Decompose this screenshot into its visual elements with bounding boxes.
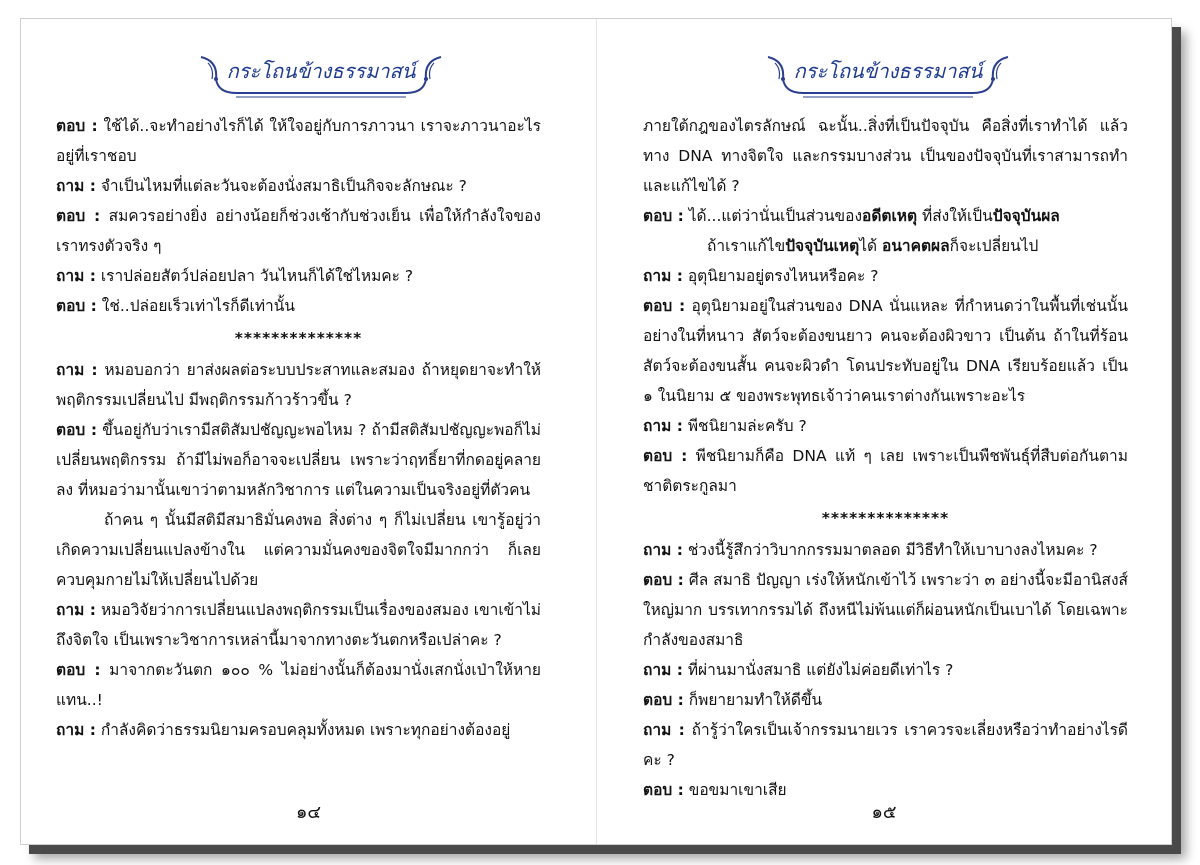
paragraph (643, 231, 1128, 261)
paragraph-text: ก็พยายามทำให้ดีขึ้น (688, 691, 823, 709)
right-header (763, 49, 1013, 101)
speaker-label: ถาม : (643, 417, 683, 435)
speaker-label: ถาม : (643, 267, 683, 285)
right-text (643, 111, 1128, 805)
paragraph-text: ถ้าเราแก้ไข (707, 237, 786, 255)
page-number: ๑๕ (871, 802, 897, 823)
speaker-label: ตอบ : (643, 571, 684, 589)
paragraph (643, 201, 1128, 231)
speaker-label: ถาม : (643, 541, 683, 559)
paragraph (56, 291, 541, 321)
paragraph-text: อุตุนิยามอยู่ในส่วนของ DNA นั่นแหละ ที่กำหนดว่าในพื้นที่เช่นนั้นอย่างในที่หนาว สัตว์จะต้องขนยาว คนจะต้องผิวขาว เป็นต้น ถ้าในที่ร้อนสัตว์จะต้องขนสั้น คนจะผิวดำ โดนประทับอยู่ใน DNA เรียบร้อยแล้ว เป็น ๑ ในนิยาม ๕ ของพระพุทธเจ้าว่าคนเราต่างกันเพราะอะไร (643, 297, 1128, 405)
paragraph-text: ภายใต้กฎของไตรลักษณ์ ฉะนั้น..สิ่งที่เป็นปัจจุบัน คือสิ่งที่เราทำได้ แล้วทาง DNA ทางจิตใจ และกรรมบางส่วน เป็นของปัจจุบันที่เราสามารถทำและแก้ไขได้ ? (643, 117, 1128, 195)
paragraph (56, 261, 541, 291)
paragraph (56, 355, 541, 415)
paragraph (643, 565, 1128, 655)
emphasis-text: อดีตเหตุ (862, 207, 918, 225)
paragraph-text: ถ้ารู้ว่าใครเป็นเจ้ากรรมนายเวร เราควรจะเลี่ยงหรือว่าทำอย่างไรดีคะ ? (643, 721, 1128, 769)
paragraph-text: ที่ผ่านมานั่งสมาธิ แต่ยังไม่ค่อยดีเท่าไร ? (687, 661, 954, 679)
paragraph (56, 595, 541, 655)
speaker-label: ถาม : (643, 661, 683, 679)
section-separator: ************** (234, 329, 363, 347)
speaker-label: ตอบ : (643, 691, 684, 709)
paragraph-text: พีชนิยามล่ะครับ ? (687, 417, 807, 435)
speaker-label: ถาม : (643, 721, 685, 739)
paragraph (643, 535, 1128, 565)
header-title: กระโถนข้างธรรมาสน์ (793, 59, 983, 83)
speaker-label: ถาม : (56, 361, 98, 379)
left-text (56, 111, 541, 745)
speaker-label: ตอบ : (643, 447, 688, 465)
paragraph (643, 685, 1128, 715)
paragraph (643, 291, 1128, 411)
paragraph-text: มาจากตะวันตก ๑๐๐ % ไม่อย่างนั้นก็ต้องมานั่งเสกนั่งเป่าให้หายแทน..! (56, 661, 541, 709)
paragraph-text: ขึ้นอยู่กับว่าเรามีสติสัมปชัญญะพอไหม ? ถ้ามีสติสัมปชัญญะพอก็ไม่เปลี่ยนพฤติกรรม ถ้ามีไม่พอก็อาจจะเปลี่ยน เพราะว่าฤทธิ์ยาที่กดอยู่คลายลง ที่หมอว่ามานั้นเขาว่าตามหลักวิชาการ แต่ในความเป็นจริงอยู่ที่ตัวคน (56, 421, 541, 499)
left-page (21, 19, 596, 844)
paragraph (56, 171, 541, 201)
speaker-label: ถาม : (56, 721, 96, 739)
speaker-label: ตอบ : (643, 297, 686, 315)
paragraph-text: หมอวิจัยว่าการเปลี่ยนแปลงพฤติกรรมเป็นเรื่องของสมอง เขาเข้าไม่ถึงจิตใจ เป็นเพราะวิชาการเหล่านี้มาจากทางตะวันตกหรือเปล่าคะ ? (56, 601, 541, 649)
page-number: ๑๔ (295, 802, 322, 823)
speaker-label: ตอบ : (56, 117, 98, 135)
speaker-label: ตอบ : (643, 781, 684, 799)
paragraph-text: ขอขมาเขาเสีย (688, 781, 787, 799)
speaker-label: ถาม : (56, 601, 96, 619)
paragraph-text: อุตุนิยามอยู่ตรงไหนหรือคะ ? (687, 267, 879, 285)
paragraph (643, 441, 1128, 501)
paragraph-text: หมอบอกว่า ยาส่งผลต่อระบบประสาทและสมอง ถ้าหยุดยาจะทำให้พฤติกรรมเปลี่ยนไป มีพฤติกรรมก้าวร้าวขึ้น ? (56, 361, 542, 409)
paragraph-text: พีชนิยามก็คือ DNA แท้ ๆ เลย เพราะเป็นพืชพันธุ์ที่สืบต่อกันตามชาติตระกูลมา (643, 447, 1128, 495)
paragraph (643, 715, 1128, 775)
speaker-label: ถาม : (56, 177, 96, 195)
paragraph (643, 111, 1128, 201)
emphasis-text: ปัจจุบันผล (992, 207, 1060, 225)
paragraph (643, 411, 1128, 441)
paragraph-text: ช่วงนี้รู้สึกว่าวิบากกรรมมาตลอด มีวิธีทำให้เบาบางลงไหมคะ ? (687, 541, 1098, 559)
paragraph-text: จำเป็นไหมที่แต่ละวันจะต้องนั่งสมาธิเป็นกิจจะลักษณะ ? (100, 177, 467, 195)
paragraph-text: ก็จะเปลี่ยนไป (949, 237, 1039, 255)
paragraph-text: ใช่..ปล่อยเร็วเท่าไรก็ดีเท่านั้น (101, 297, 295, 315)
left-header (196, 49, 446, 101)
section-separator: ************** (821, 509, 950, 527)
paragraph (56, 415, 541, 505)
speaker-label: ตอบ : (56, 207, 101, 225)
paragraph (56, 111, 541, 171)
emphasis-text: อนาคตผล (882, 237, 950, 255)
paragraph (56, 505, 541, 595)
paragraph-text: ศีล สมาธิ ปัญญา เร่งให้หนักเข้าไว้ เพราะว่า ๓ อย่างนี้จะมีอานิสงส์ใหญ่มาก บรรเทากรรมได้ ถึงหนีไม่พ้นแต่ก็ผ่อนหนักเป็นเบาได้ โดยเฉพาะกำลังของสมาธิ (643, 571, 1128, 649)
paragraph-text: เราปล่อยสัตว์ปล่อยปลา วันไหนก็ได้ใช่ไหมคะ ? (100, 267, 414, 285)
paragraph-text: กำลังคิดว่าธรรมนิยามครอบคลุมทั้งหมด เพราะทุกอย่างต้องอยู่ (100, 721, 511, 739)
right-page (597, 19, 1171, 844)
paragraph (643, 261, 1128, 291)
emphasis-text: ปัจจุบันเหตุ (785, 237, 860, 255)
speaker-label: ถาม : (56, 267, 96, 285)
speaker-label: ตอบ : (56, 297, 97, 315)
paragraph-text: สมควรอย่างยิ่ง อย่างน้อยก็ช่วงเช้ากับช่วงเย็น เพื่อให้กำลังใจของเราทรงตัวจริง ๆ (56, 207, 541, 255)
header-title: กระโถนข้างธรรมาสน์ (226, 59, 416, 83)
paragraph-text: ถ้าคน ๆ นั้นมีสติมีสมาธิมั่นคงพอ สิ่งต่าง ๆ ก็ไม่เปลี่ยน เขารู้อยู่ว่าเกิดความเปลี่ยนแปลงข้างใน แต่ความมั่นคงของจิตใจมีมากกว่า ก็เลยควบคุมกายไม่ให้เปลี่ยนไปด้วย (56, 511, 541, 589)
book-spread (20, 18, 1172, 845)
paragraph-text: ใช้ได้..จะทำอย่างไรก็ได้ ให้ใจอยู่กับการภาวนา เราจะภาวนาอะไรอยู่ที่เราชอบ (56, 117, 541, 165)
speaker-label: ตอบ : (56, 421, 98, 439)
paragraph (56, 201, 541, 261)
paragraph-text: ที่ส่งให้เป็น (917, 207, 993, 225)
paragraph (56, 715, 541, 745)
paragraph-text: ได้...แต่ว่านั่นเป็นส่วนของ (688, 207, 863, 225)
paragraph (56, 655, 541, 715)
speaker-label: ตอบ : (643, 207, 684, 225)
paragraph-text: ได้ (859, 237, 883, 255)
speaker-label: ตอบ : (56, 661, 101, 679)
paragraph (643, 655, 1128, 685)
